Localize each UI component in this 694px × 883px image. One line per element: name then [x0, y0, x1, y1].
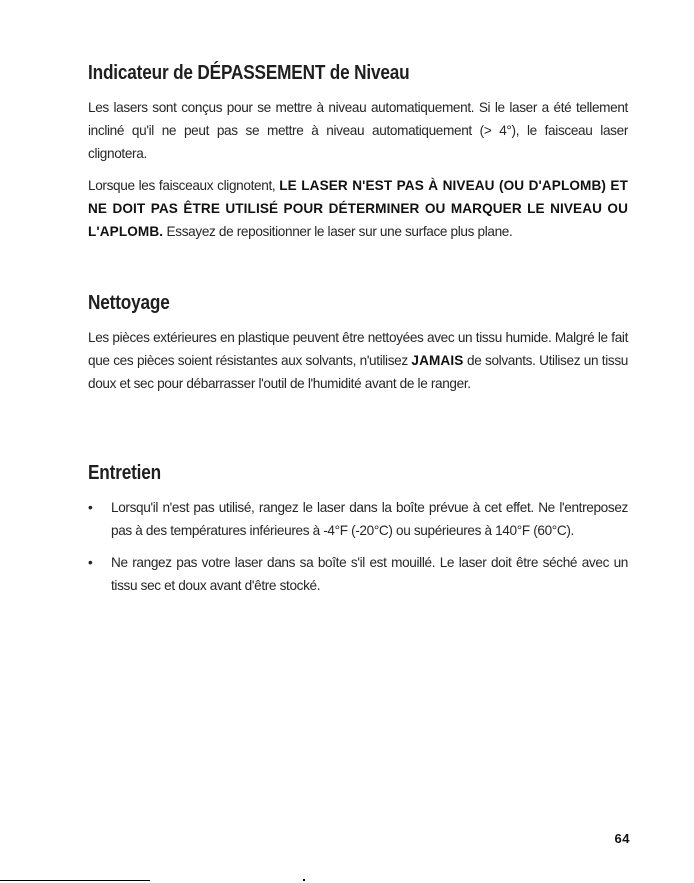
cleaning-emphasis-never: JAMAIS — [411, 353, 464, 368]
list-item-text: Ne rangez pas votre laser dans sa boîte s'il est mouillé. Le laser doit être séché avec un tissu sec et doux avant d'être stocké. — [111, 555, 628, 593]
section-title-level-indicator: Indicateur de DÉPASSEMENT de Niveau — [88, 61, 410, 84]
cleaning-text-end: de solvants. Utilisez un tissu doux et sec pour débarrasser l'outil de l'humidité avant de le ranger. — [88, 353, 628, 391]
cleaning-paragraph — [88, 326, 628, 395]
section-cleaning — [88, 288, 628, 395]
page-number: 64 — [614, 831, 630, 846]
footer-rule — [0, 880, 150, 881]
list-item — [88, 496, 628, 542]
bullet-icon: • — [88, 500, 93, 515]
section-maintenance — [88, 458, 628, 597]
footer-mark — [303, 879, 305, 881]
level-indicator-paragraph-1: Les lasers sont conçus pour se mettre à niveau automatiquement. Si le laser a été tellement incliné qu'il ne peut pas se mettre à niveau automatiquement (> 4°), le faisceau laser clignotera. — [88, 100, 628, 161]
cleaning-text-start: Les pièces extérieures en plastique peuvent être nettoyées avec un tissu humide. Malgré le fait que ces pièces soient résistantes aux solvants, n'utilisez — [88, 330, 628, 368]
list-item-text: Lorsqu'il n'est pas utilisé, rangez le laser dans la boîte prévue à cet effet. Ne l'entreposez pas à des températures inférieures à -4°F (-20°C) ou supérieures à 140°F (60°C). — [111, 500, 628, 538]
level-indicator-paragraph-2 — [88, 174, 628, 243]
section-title-maintenance: Entretien — [88, 461, 162, 484]
bullet-icon: • — [88, 555, 93, 570]
level-indicator-warning-text: LE LASER N'EST PAS À NIVEAU (OU D'APLOMB) ET NE DOIT PAS ÊTRE UTILISÉ POUR DÉTERMINER OU MARQUER LE NIVEAU OU L'APLOMB. — [88, 178, 628, 239]
section-title-cleaning: Nettoyage — [88, 291, 170, 314]
section-level-indicator — [88, 58, 628, 243]
level-indicator-intro-text: Lorsque les faisceaux clignotent, — [88, 178, 280, 193]
level-indicator-advice-text: Essayez de repositionner le laser sur une surface plus plane. — [163, 224, 513, 239]
list-item — [88, 551, 628, 597]
maintenance-list — [88, 496, 628, 597]
